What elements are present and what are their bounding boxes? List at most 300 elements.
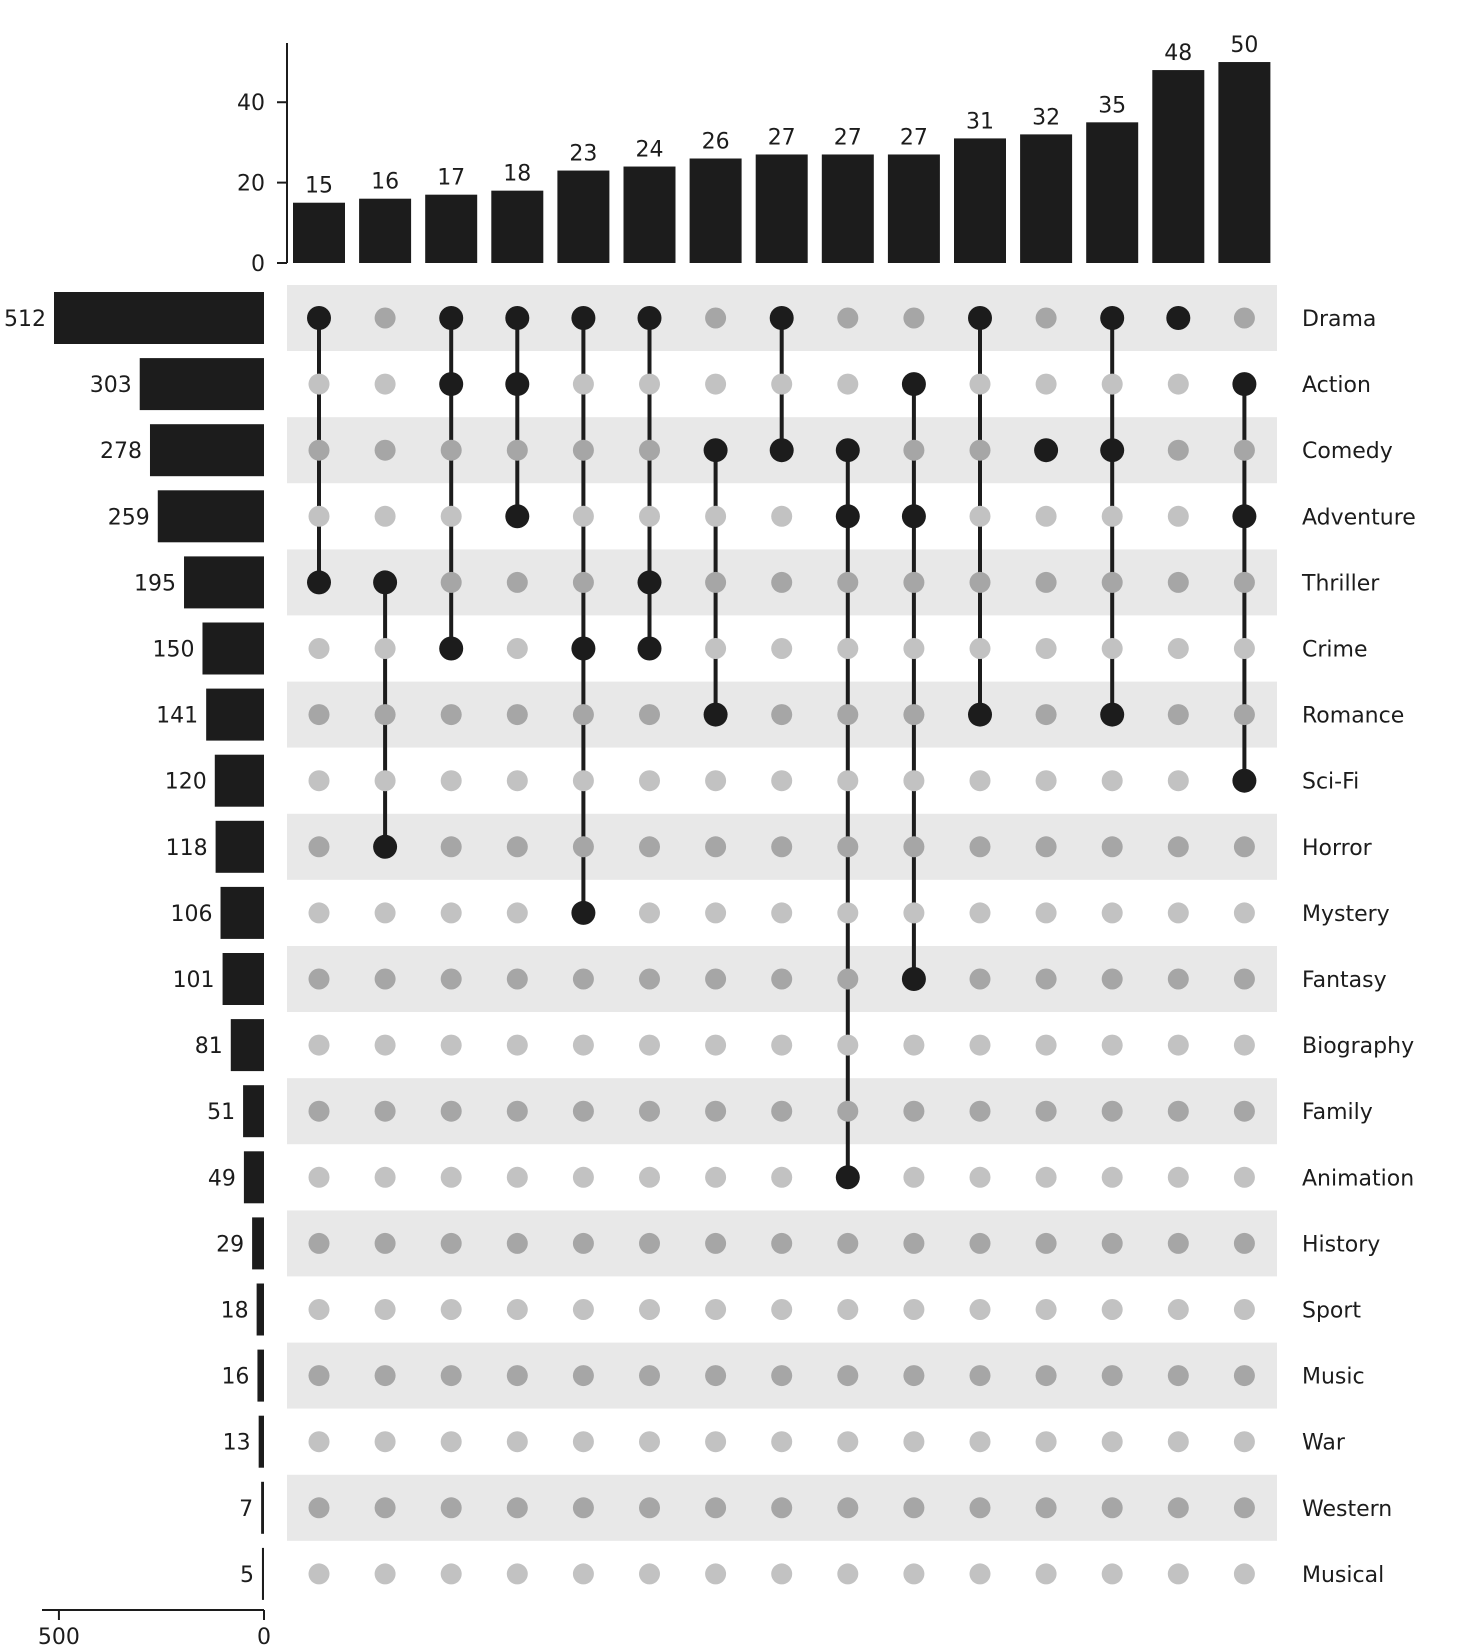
membership-dot-active <box>505 306 529 330</box>
membership-dot-inactive <box>309 506 330 527</box>
set-size-label: 195 <box>134 571 177 597</box>
membership-dot-inactive <box>507 704 528 725</box>
intersection-axis-tick-label: 20 <box>237 171 265 197</box>
membership-dot-active <box>638 637 662 661</box>
intersection-bar-label: 26 <box>701 129 730 155</box>
intersection-bars <box>293 33 1270 263</box>
set-size-axis <box>38 1610 271 1650</box>
membership-dot-inactive <box>309 1101 330 1122</box>
membership-dot-active <box>638 570 662 594</box>
membership-dot-inactive <box>573 1299 594 1320</box>
membership-dot-inactive <box>970 1563 991 1584</box>
membership-dot-inactive <box>441 1167 462 1188</box>
set-name-label: Romance <box>1302 703 1405 729</box>
membership-dot-inactive <box>1036 770 1057 791</box>
intersection-bar <box>954 138 1006 263</box>
membership-dot-active <box>571 901 595 925</box>
intersection-bar <box>624 167 676 263</box>
set-size-label: 16 <box>221 1364 250 1390</box>
membership-dot-inactive <box>441 770 462 791</box>
membership-dot-inactive <box>507 1035 528 1056</box>
membership-dot-inactive <box>639 1431 660 1452</box>
membership-dot-inactive <box>771 506 792 527</box>
set-size-bar <box>262 1548 264 1600</box>
membership-dot-inactive <box>1102 1365 1123 1386</box>
membership-dot-inactive <box>1036 1563 1057 1584</box>
membership-dot-inactive <box>771 902 792 923</box>
membership-dot-inactive <box>639 836 660 857</box>
set-size-label: 259 <box>107 505 150 531</box>
membership-dot-inactive <box>441 440 462 461</box>
membership-dot-inactive <box>639 1299 660 1320</box>
membership-dot-inactive <box>375 506 396 527</box>
membership-dot-inactive <box>1036 1101 1057 1122</box>
membership-dot-inactive <box>573 1365 594 1386</box>
membership-dot-inactive <box>837 1101 858 1122</box>
intersection-axis-tick-label: 0 <box>251 252 265 277</box>
membership-dot-active <box>638 306 662 330</box>
membership-dot-inactive <box>903 1101 924 1122</box>
membership-dot-active <box>968 703 992 727</box>
membership-dot-inactive <box>771 836 792 857</box>
membership-dot-active <box>704 438 728 462</box>
membership-dot-active <box>439 372 463 396</box>
membership-dot-inactive <box>837 704 858 725</box>
membership-dot-inactive <box>639 506 660 527</box>
membership-dot-inactive <box>970 836 991 857</box>
membership-dot-inactive <box>573 506 594 527</box>
membership-dot-inactive <box>375 308 396 329</box>
membership-dot-inactive <box>771 572 792 593</box>
set-size-label: 5 <box>239 1562 254 1588</box>
membership-dot-inactive <box>639 374 660 395</box>
membership-dot-inactive <box>1102 1035 1123 1056</box>
membership-dot-inactive <box>970 1167 991 1188</box>
membership-dot-active <box>704 703 728 727</box>
membership-dot-inactive <box>309 836 330 857</box>
membership-dot-inactive <box>1234 440 1255 461</box>
set-size-bar <box>261 1482 264 1534</box>
membership-dot-inactive <box>1234 1497 1255 1518</box>
set-name-label: Crime <box>1302 637 1368 663</box>
intersection-bar <box>690 159 742 264</box>
membership-dot-active <box>1100 306 1124 330</box>
membership-dot-inactive <box>1234 1101 1255 1122</box>
membership-dot-inactive <box>771 638 792 659</box>
membership-dot-active <box>1232 372 1256 396</box>
membership-dot-active <box>902 967 926 991</box>
membership-dot-inactive <box>903 440 924 461</box>
set-size-label: 150 <box>152 637 195 663</box>
membership-dot-inactive <box>375 969 396 990</box>
set-name-label: Adventure <box>1302 505 1416 531</box>
set-size-label: 512 <box>4 307 46 332</box>
membership-dot-inactive <box>639 770 660 791</box>
membership-dot-active <box>505 372 529 396</box>
membership-dot-inactive <box>639 902 660 923</box>
membership-dot-inactive <box>375 1101 396 1122</box>
intersection-bar <box>1152 70 1204 263</box>
membership-dot-inactive <box>903 638 924 659</box>
membership-dot-active <box>836 1165 860 1189</box>
set-size-label: 51 <box>207 1100 236 1126</box>
membership-dot-inactive <box>705 374 726 395</box>
set-name-label: Thriller <box>1302 571 1380 597</box>
membership-dot-inactive <box>1168 1497 1189 1518</box>
intersection-bar <box>1020 134 1072 263</box>
membership-dot-inactive <box>309 638 330 659</box>
set-size-bars <box>4 292 264 1600</box>
membership-dot-inactive <box>441 1563 462 1584</box>
membership-dot-inactive <box>771 1233 792 1254</box>
membership-dot-inactive <box>1036 308 1057 329</box>
intersection-bar-label: 27 <box>767 125 796 151</box>
membership-dot-inactive <box>837 1497 858 1518</box>
membership-dot-active <box>1166 306 1190 330</box>
membership-dot-inactive <box>375 638 396 659</box>
membership-dot-active <box>307 306 331 330</box>
membership-dot-inactive <box>375 1299 396 1320</box>
membership-dot-inactive <box>1102 969 1123 990</box>
membership-dot-active <box>373 570 397 594</box>
membership-dot-active <box>902 372 926 396</box>
membership-dot-inactive <box>573 704 594 725</box>
membership-dot-inactive <box>309 1497 330 1518</box>
set-size-label: 118 <box>165 835 208 861</box>
membership-dot-inactive <box>441 1365 462 1386</box>
set-size-bar <box>206 689 264 741</box>
membership-dot-inactive <box>837 374 858 395</box>
intersection-bar <box>1218 62 1270 263</box>
membership-dot-inactive <box>1234 704 1255 725</box>
set-size-bar <box>257 1284 264 1336</box>
membership-dot-inactive <box>1036 1167 1057 1188</box>
membership-dot-inactive <box>639 1035 660 1056</box>
membership-dot-inactive <box>903 1365 924 1386</box>
set-size-axis-tick-label: 0 <box>257 1625 271 1650</box>
set-name-label: War <box>1302 1430 1345 1456</box>
set-size-label: 141 <box>156 703 199 729</box>
intersection-bar <box>359 199 411 263</box>
membership-dot-inactive <box>1234 1299 1255 1320</box>
membership-dot-inactive <box>1036 1299 1057 1320</box>
membership-dot-inactive <box>441 1299 462 1320</box>
intersection-bar-label: 16 <box>371 169 400 195</box>
intersection-bar-label: 27 <box>899 125 928 151</box>
membership-dot-inactive <box>507 902 528 923</box>
membership-dot-inactive <box>1036 374 1057 395</box>
membership-dot-inactive <box>771 770 792 791</box>
intersection-bar <box>888 154 940 263</box>
membership-dot-inactive <box>639 1167 660 1188</box>
membership-dot-inactive <box>507 969 528 990</box>
set-size-bar <box>259 1416 264 1468</box>
membership-dot-active <box>968 306 992 330</box>
membership-dot-inactive <box>903 704 924 725</box>
intersection-bar-label: 50 <box>1230 33 1259 59</box>
membership-dot-inactive <box>705 1365 726 1386</box>
intersection-bar-label: 23 <box>569 141 598 167</box>
membership-dot-inactive <box>1036 638 1057 659</box>
membership-dot-inactive <box>903 1167 924 1188</box>
set-size-bar <box>231 1019 264 1071</box>
membership-dot-inactive <box>1234 836 1255 857</box>
membership-dot-active <box>1232 504 1256 528</box>
set-size-bar <box>257 1350 264 1402</box>
membership-dot-inactive <box>639 1497 660 1518</box>
membership-dot-active <box>1232 769 1256 793</box>
membership-dot-inactive <box>309 1563 330 1584</box>
membership-dot-inactive <box>639 1233 660 1254</box>
intersection-bar <box>425 195 477 263</box>
intersection-bar-label: 32 <box>1032 105 1061 131</box>
membership-dot-inactive <box>1168 704 1189 725</box>
set-size-bar <box>216 821 264 873</box>
membership-dot-inactive <box>639 704 660 725</box>
membership-dot-inactive <box>1036 1431 1057 1452</box>
membership-dot-inactive <box>771 1365 792 1386</box>
set-size-label: 81 <box>194 1034 223 1060</box>
membership-dot-inactive <box>970 1035 991 1056</box>
membership-dot-inactive <box>1234 1035 1255 1056</box>
membership-dot-inactive <box>837 1563 858 1584</box>
membership-dot-inactive <box>1168 1233 1189 1254</box>
membership-dot-inactive <box>837 1365 858 1386</box>
membership-dot-inactive <box>837 638 858 659</box>
set-name-label: Mystery <box>1302 901 1390 927</box>
membership-dot-active <box>836 438 860 462</box>
membership-dot-inactive <box>441 1431 462 1452</box>
membership-dot-inactive <box>507 1365 528 1386</box>
membership-dot-inactive <box>705 1563 726 1584</box>
intersection-bar-label: 18 <box>503 161 532 187</box>
membership-dot-inactive <box>1102 1167 1123 1188</box>
membership-dot-inactive <box>507 1233 528 1254</box>
membership-dot-inactive <box>1102 1497 1123 1518</box>
membership-dot-inactive <box>903 1299 924 1320</box>
membership-dot-inactive <box>309 770 330 791</box>
set-size-bar <box>54 292 264 344</box>
membership-dot-inactive <box>705 572 726 593</box>
membership-dot-inactive <box>903 1233 924 1254</box>
membership-dot-inactive <box>309 969 330 990</box>
membership-dot-inactive <box>507 1563 528 1584</box>
membership-dot-active <box>836 504 860 528</box>
membership-dot-inactive <box>970 969 991 990</box>
membership-dot-inactive <box>573 1497 594 1518</box>
membership-dot-inactive <box>837 1233 858 1254</box>
membership-dot-inactive <box>1036 1035 1057 1056</box>
membership-dot-inactive <box>970 440 991 461</box>
membership-dot-inactive <box>1102 1101 1123 1122</box>
membership-dot-inactive <box>1168 1035 1189 1056</box>
membership-dot-inactive <box>1102 374 1123 395</box>
membership-dot-inactive <box>705 770 726 791</box>
membership-dot-active <box>571 306 595 330</box>
membership-dot-active <box>439 637 463 661</box>
membership-dot-inactive <box>837 770 858 791</box>
membership-dot-inactive <box>705 308 726 329</box>
set-size-axis-tick-label: 500 <box>37 1625 80 1650</box>
membership-dot-inactive <box>1234 1233 1255 1254</box>
membership-dot-inactive <box>1102 770 1123 791</box>
membership-dot-active <box>770 306 794 330</box>
membership-dot-inactive <box>309 1431 330 1452</box>
membership-dot-inactive <box>903 902 924 923</box>
set-labels <box>1301 307 1416 1588</box>
membership-dot-inactive <box>375 1365 396 1386</box>
membership-dot-inactive <box>903 1431 924 1452</box>
membership-dot-inactive <box>441 1035 462 1056</box>
membership-dot-inactive <box>375 1167 396 1188</box>
set-name-label: Comedy <box>1302 439 1393 465</box>
membership-dot-inactive <box>573 969 594 990</box>
membership-dot-inactive <box>771 1497 792 1518</box>
membership-dot-inactive <box>1168 506 1189 527</box>
membership-dot-inactive <box>309 1233 330 1254</box>
set-size-label: 49 <box>207 1166 236 1192</box>
membership-dot-inactive <box>1036 902 1057 923</box>
membership-dot-inactive <box>705 638 726 659</box>
membership-dot-inactive <box>309 1035 330 1056</box>
membership-dot-inactive <box>375 374 396 395</box>
set-name-label: Sci-Fi <box>1302 769 1360 795</box>
membership-dot-inactive <box>771 1563 792 1584</box>
intersection-bar-label: 17 <box>437 165 466 191</box>
membership-dot-inactive <box>375 1233 396 1254</box>
membership-dot-inactive <box>771 1167 792 1188</box>
intersection-axis-tick-label: 40 <box>237 91 265 117</box>
set-size-label: 120 <box>164 769 207 795</box>
membership-dot-inactive <box>375 1035 396 1056</box>
membership-dot-inactive <box>573 374 594 395</box>
set-name-label: Drama <box>1302 307 1377 332</box>
set-size-bar <box>202 623 264 675</box>
membership-dot-inactive <box>507 1101 528 1122</box>
intersection-bar <box>1086 122 1138 263</box>
membership-dot-inactive <box>309 1299 330 1320</box>
membership-dot-inactive <box>1102 506 1123 527</box>
set-size-bar <box>184 556 264 608</box>
membership-dot-inactive <box>1102 1299 1123 1320</box>
set-size-label: 18 <box>220 1298 249 1324</box>
set-name-label: Fantasy <box>1302 968 1387 993</box>
membership-dot-inactive <box>705 902 726 923</box>
membership-dot-inactive <box>573 770 594 791</box>
set-size-bar <box>150 424 264 476</box>
membership-dot-inactive <box>573 1167 594 1188</box>
intersection-bar-label: 31 <box>966 109 994 135</box>
membership-dot-inactive <box>903 1563 924 1584</box>
membership-dot-inactive <box>771 1035 792 1056</box>
membership-dot-inactive <box>1234 902 1255 923</box>
membership-dot-inactive <box>970 572 991 593</box>
membership-dot-inactive <box>573 1035 594 1056</box>
membership-dot-inactive <box>837 1431 858 1452</box>
membership-dot-active <box>439 306 463 330</box>
membership-dot-inactive <box>1036 1233 1057 1254</box>
membership-dot-inactive <box>441 836 462 857</box>
set-size-label: 278 <box>99 439 142 465</box>
membership-dot-inactive <box>507 836 528 857</box>
set-name-label: Music <box>1302 1364 1365 1390</box>
membership-dot-inactive <box>970 1497 991 1518</box>
membership-dot-inactive <box>1168 572 1189 593</box>
membership-dot-inactive <box>507 1299 528 1320</box>
membership-dot-inactive <box>573 1233 594 1254</box>
intersection-bar-label: 27 <box>833 125 862 151</box>
membership-dot-inactive <box>771 969 792 990</box>
intersection-bar <box>491 191 543 263</box>
membership-dot-inactive <box>903 572 924 593</box>
membership-dot-inactive <box>970 374 991 395</box>
membership-dot-inactive <box>309 1167 330 1188</box>
membership-dot-inactive <box>970 506 991 527</box>
membership-dot-inactive <box>903 1497 924 1518</box>
membership-dot-inactive <box>837 572 858 593</box>
membership-dot-inactive <box>837 308 858 329</box>
membership-dot-inactive <box>1234 1431 1255 1452</box>
membership-dot-inactive <box>639 440 660 461</box>
intersection-size-axis <box>237 43 287 277</box>
membership-dot-active <box>1034 438 1058 462</box>
set-size-label: 29 <box>216 1232 245 1258</box>
membership-dot-inactive <box>970 1365 991 1386</box>
membership-dot-inactive <box>1102 638 1123 659</box>
membership-dot-inactive <box>1168 1365 1189 1386</box>
membership-dot-inactive <box>507 1497 528 1518</box>
membership-dot-inactive <box>970 638 991 659</box>
membership-dot-active <box>505 504 529 528</box>
membership-dot-inactive <box>1234 308 1255 329</box>
membership-dot-inactive <box>441 506 462 527</box>
intersection-bar <box>557 171 609 263</box>
membership-dot-inactive <box>441 1233 462 1254</box>
membership-dot-inactive <box>1234 638 1255 659</box>
membership-dot-inactive <box>1168 1167 1189 1188</box>
membership-dot-inactive <box>771 1101 792 1122</box>
membership-dot-inactive <box>837 969 858 990</box>
membership-dot-inactive <box>1234 969 1255 990</box>
membership-dot-inactive <box>1168 1563 1189 1584</box>
membership-dot-inactive <box>573 572 594 593</box>
membership-dot-inactive <box>309 1365 330 1386</box>
membership-dot-inactive <box>903 770 924 791</box>
membership-dot-inactive <box>705 1299 726 1320</box>
membership-dot-inactive <box>705 1233 726 1254</box>
membership-dot-inactive <box>1234 572 1255 593</box>
membership-dot-inactive <box>507 638 528 659</box>
membership-dot-inactive <box>375 770 396 791</box>
membership-dot-inactive <box>1168 836 1189 857</box>
intersection-bar-label: 48 <box>1164 41 1193 67</box>
membership-dot-inactive <box>771 1299 792 1320</box>
membership-dot-inactive <box>441 969 462 990</box>
membership-dot-inactive <box>837 836 858 857</box>
set-size-bar <box>158 490 264 542</box>
membership-dot-inactive <box>1234 1563 1255 1584</box>
set-size-bar <box>223 953 264 1005</box>
membership-dot-inactive <box>1168 969 1189 990</box>
membership-dot-active <box>770 438 794 462</box>
set-name-label: Sport <box>1302 1298 1362 1324</box>
membership-dot-inactive <box>1168 440 1189 461</box>
membership-dot-active <box>373 835 397 859</box>
membership-dot-inactive <box>441 1101 462 1122</box>
membership-dot-inactive <box>771 374 792 395</box>
membership-dot-inactive <box>903 1035 924 1056</box>
membership-dot-inactive <box>1168 1431 1189 1452</box>
